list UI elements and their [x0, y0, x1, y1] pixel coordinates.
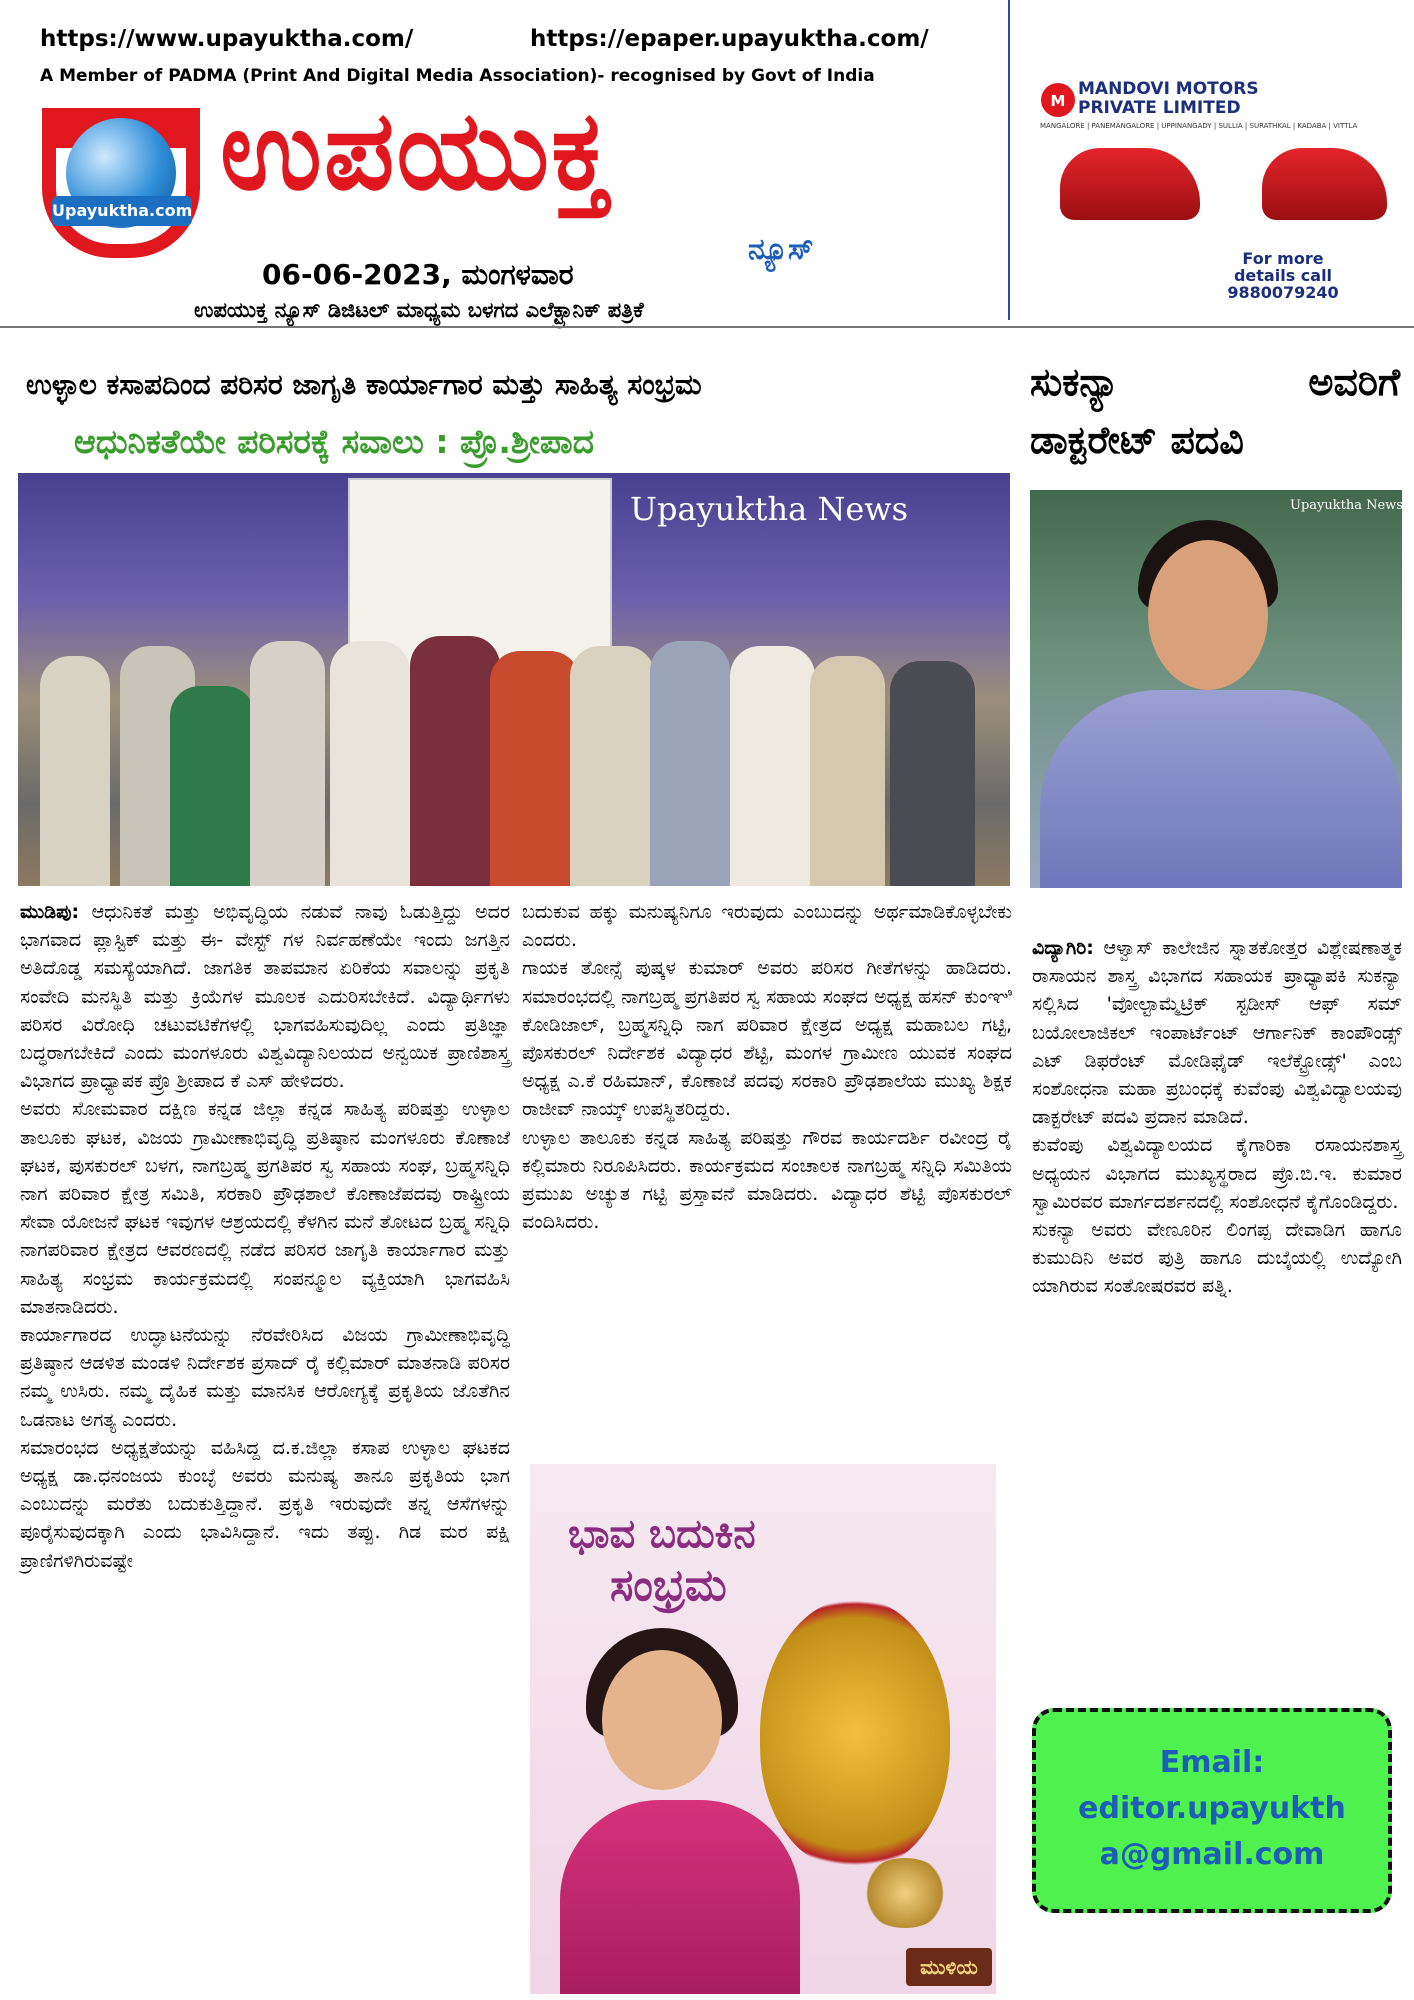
masthead-title: ಉಪಯುಕ್ತ: [220, 86, 613, 214]
story2-paragraph: ಕುವೆಂಪು ವಿಶ್ವವಿದ್ಯಾಲಯದ ಕೈಗಾರಿಕಾ ರಸಾಯನಶಾಸ್ತ್ರ ಅಧ್ಯಯನ ವಿಭಾಗದ ಮುಖ್ಯಸ್ಥರಾದ ಪ್ರೊ.ಬಿ.ಇ. ಕುಮಾರ ಸ್ವಾಮಿರವರ ಮಾರ್ಗದರ್ಶನದಲ್ಲಿ ಸಂಶೋಧನೆ ಕೈಗೊಂಡಿದ್ದರು.: [1032, 1134, 1402, 1213]
portrait-face: [1148, 540, 1268, 690]
ad-brand-name: MANDOVI MOTORS PRIVATE LIMITED: [1078, 79, 1259, 118]
story1-paragraph: ಅವರು ಸೋಮವಾರ ದಕ್ಷಿಣ ಕನ್ನಡ ಜಿಲ್ಲಾ ಕನ್ನಡ ಸಾಹಿತ್ಯ ಪರಿಷತ್ತು ಉಳ್ಳಾಲ ತಾಲೂಕು ಘಟಕ, ವಿಜಯ ಗ್ರಾಮೀಣಾಭಿವೃದ್ಧಿ ಪ್ರತಿಷ್ಠಾನ ಮಂಗಳೂರು ಕೊಣಾಜೆ ಘಟಕ, ಪುಸಕುರಲ್ ಬಳಗ, ನಾಗಬ್ರಹ್ಮ ಪ್ರಗತಿಪರ ಸ್ವ ಸಹಾಯ ಸಂಘ, ಬ್ರಹ್ಮಸನ್ನಿಧಿ ನಾಗ ಪರಿವಾರ ಕ್ಷೇತ್ರ ಸಮಿತಿ, ಸರಕಾರಿ ಪ್ರೌಢಶಾಲೆ ಕೊಣಾಜೆಪದವು ರಾಷ್ಟ್ರೀಯ ಸೇವಾ ಯೋಜನೆ ಘಟಕ ಇವುಗಳ ಆಶ್ರಯದಲ್ಲಿ ಕೆಳಗಿನ ಮನೆ ತೋಟದ ಬ್ರಹ್ಮ ಸನ್ನಿಧಿ ನಾಗಪರಿವಾರ ಕ್ಷೇತ್ರದ ಆವರಣದಲ್ಲಿ ನಡೆದ ಪರಿಸರ ಜಾಗೃತಿ ಕಾರ್ಯಾಗಾರ ಮತ್ತು ಸಾಹಿತ್ಯ ಸಂಭ್ರಮ ಕಾರ್ಯಕ್ರಮದಲ್ಲಿ ಸಂಪನ್ಮೂಲ ವ್ಯಕ್ತಿಯಾಗಿ ಭಾಗವಹಿಸಿ ಮಾತನಾಡಿದರು.: [20, 1098, 510, 1318]
padma-membership-line: A Member of PADMA (Print And Digital Media Association)- recognised by Govt of India: [40, 66, 875, 86]
email-label: Email:: [1159, 1745, 1265, 1780]
story1-subhead: ಆಧುನಿಕತೆಯೇ ಪರಿಸರಕ್ಕೆ ಸವಾಲು : ಪ್ರೊ.ಶ್ರೀಪಾದ: [74, 422, 595, 461]
story2-paragraph: ಸುಕನ್ಯಾ ಅವರು ವೇಣೂರಿನ ಲಿಂಗಪ್ಪ ದೇವಾಡಿಗ ಹಾಗೂ ಕುಮುದಿನಿ ಅವರ ಪುತ್ರಿ ಹಾಗೂ ದುಬೈಯಲ್ಲಿ ಉದ್ಯೋಗಿ ಯಾಗಿರುವ ಸಂತೋಷರವರ ಪತ್ನಿ.: [1032, 1219, 1402, 1298]
ad-call-label: For more details call: [1233, 249, 1333, 285]
girl-face: [602, 1650, 722, 1790]
ad-tagline-line2: ಸಂಭ್ರಮ: [610, 1560, 727, 1611]
ad-phone[interactable]: 9880079240: [1227, 283, 1339, 302]
header-divider-vertical: [1008, 0, 1010, 320]
car-image: [1060, 148, 1200, 220]
story1-paragraph: ಕಾರ್ಯಾಗಾರದ ಉದ್ಘಾಟನೆಯನ್ನು ನೆರವೇರಿಸಿದ ವಿಜಯ ಗ್ರಾಮೀಣಾಭಿವೃದ್ಧಿ ಪ್ರತಿಷ್ಠಾನ ಆಡಳಿತ ಮಂಡಳಿ ನಿರ್ದೇಶಕ ಪ್ರಸಾದ್ ರೈ ಕಲ್ಲಿಮಾರ್ ಮಾತನಾಡಿ ಪರಿಸರ ನಮ್ಮ ಉಸಿರು. ನಮ್ಮ ದೈಹಿಕ ಮತ್ತು ಮಾನಸಿಕ ಆರೋಗ್ಯಕ್ಕೆ ಪ್ರಕೃತಿಯ ಜೊತೆಗಿನ ಒಡನಾಟ ಅಗತ್ಯ ಎಂದರು.: [20, 1324, 510, 1431]
photo-watermark: Upayuktha News: [1290, 498, 1403, 513]
email-contact[interactable]: [1032, 1740, 1392, 1878]
story2-column: [1032, 934, 1402, 1301]
email-address-line: editor.upayukth: [1078, 1791, 1346, 1826]
masthead-tagline: ಉಪಯುಕ್ತ ನ್ಯೂಸ್ ಡಿಜಿಟಲ್ ಮಾಧ್ಯಮ ಬಳಗದ ಎಲೆಕ್ಟ್ರಾನಿಕ್ ಪತ್ರಿಕೆ: [194, 298, 644, 322]
story2-paragraph-text: ಆಳ್ವಾಸ್ ಕಾಲೇಜಿನ ಸ್ನಾತಕೋತ್ತರ ವಿಶ್ಲೇಷಣಾತ್ಮಕ ರಾಸಾಯನ ಶಾಸ್ತ್ರ ವಿಭಾಗದ ಸಹಾಯಕ ಪ್ರಾಧ್ಯಾಪಕಿ ಸುಕನ್ಯಾ ಸಲ್ಲಿಸಿದ 'ವೋಲ್ಟಾಮ್ಮೆಟ್ರಿಕ್ ಸ್ಟಡೀಸ್ ಆಫ್ ಸಮ್ ಬಯೋಲಾಜಿಕಲ್ ಇಂಪಾರ್ಟೆಂಟ್ ಆರ್ಗಾನಿಕ್ ಕಾಂಪೌಂಡ್ಸ್ ಎಟ್ ಡಿಫರೆಂಟ್ ಮೋಡಿಫೈಡ್ ಇಲೆಕ್ಟ್ರೋಡ್ಸ್' ಎಂಬ ಸಂಶೋಧನಾ ಮಹಾ ಪ್ರಬಂಧಕ್ಕೆ ಕುವೆಂಪು ವಿಶ್ವವಿದ್ಯಾಲಯವು ಡಾಕ್ಟರೇಟ್ ಪದವಿ ಪ್ರದಾನ ಮಾಡಿದೆ.: [1032, 937, 1402, 1129]
story1-paragraph-text: ಆಧುನಿಕತೆ ಮತ್ತು ಅಭಿವೃದ್ಧಿಯ ನಡುವೆ ನಾವು ಓಡುತ್ತಿದ್ದು ಅದರ ಭಾಗವಾದ ಪ್ಲಾಸ್ಟಿಕ್ ಮತ್ತು ಈ- ವೇಸ್ಟ್ ಗಳ ನಿರ್ವಹಣೆಯೇ ಇಂದು ಜಗತ್ತಿನ ಅತಿದೊಡ್ಡ ಸಮಸ್ಯೆಯಾಗಿದೆ. ಜಾಗತಿಕ ತಾಪಮಾನ ಏರಿಕೆಯ ಸವಾಲನ್ನು ಪ್ರಕೃತಿ ಸಂವೇದಿ ಮನಸ್ಥಿತಿ ಮತ್ತು ಕ್ರಿಯೆಗಳ ಮೂಲಕ ಎದುರಿಸಬೇಕಿದೆ. ವಿದ್ಯಾರ್ಥಿಗಳು ಪರಿಸರ ವಿರೋಧಿ ಚಟುವಟಿಕೆಗಳಲ್ಲಿ ಭಾಗವಹಿಸುವುದಿಲ್ಲ ಎಂದು ಪ್ರತಿಜ್ಞಾ ಬದ್ಧರಾಗಬೇಕಿದೆ ಎಂದು ಮಂಗಳೂರು ವಿಶ್ವವಿದ್ಯಾನಿಲಯದ ಅನ್ವಯಿಕ ಪ್ರಾಣಿಶಾಸ್ತ್ರ ವಿಭಾಗದ ಪ್ರಾಧ್ಯಾಪಕ ಪ್ರೊ ಶ್ರೀಪಾದ ಕೆ ಎಸ್ ಹೇಳಿದರು.: [20, 901, 510, 1093]
group-of-people: [40, 580, 990, 886]
ad-tagline-line1: ಭಾವ ಬದುಕಿನ: [568, 1510, 756, 1557]
story2-headline-word: ಅವರಿಗೆ: [1308, 360, 1400, 404]
masthead-subtitle: ನ್ಯೂಸ್: [748, 232, 814, 267]
story1-column-1: [20, 898, 510, 1575]
ad-call-text: [1218, 250, 1348, 301]
website-url[interactable]: https://www.upayuktha.com/: [40, 26, 414, 52]
story2-headline-line1[interactable]: [1030, 360, 1400, 405]
story2-dateline: ವಿದ್ಯಾಗಿರಿ:: [1032, 937, 1094, 959]
story1-paragraph: ಉಳ್ಳಾಲ ತಾಲೂಕು ಕನ್ನಡ ಸಾಹಿತ್ಯ ಪರಿಷತ್ತು ಗೌರವ ಕಾರ್ಯದರ್ಶಿ ರವೀಂದ್ರ ರೈ ಕಲ್ಲಿಮಾರು ನಿರೂಪಿಸಿದರು. ಕಾರ್ಯಕ್ರಮದ ಸಂಚಾಲಕ ನಾಗಬ್ರಹ್ಮ ಸನ್ನಿಧಿ ಸಮಿತಿಯ ಪ್ರಮುಖ ಅಚ್ಯುತ ಗಟ್ಟಿ ಪ್ರಸ್ತಾವನೆ ಮಾಡಿದರು. ವಿದ್ಯಾಧರ ಶೆಟ್ಟಿ ಪೊಸಕುರಲ್ ವಂದಿಸಿದರು.: [522, 1126, 1012, 1234]
story1-paragraph: ಬದುಕುವ ಹಕ್ಕು ಮನುಷ್ಯನಿಗೂ ಇರುವುದು ಎಂಬುದನ್ನು ಅರ್ಥಮಾಡಿಕೊಳ್ಳಬೇಕು ಎಂದರು.: [522, 901, 1012, 952]
epaper-url[interactable]: https://epaper.upayuktha.com/: [530, 26, 929, 52]
email-address-line: a@gmail.com: [1099, 1837, 1325, 1872]
story1-paragraph: [20, 898, 510, 1095]
story1-dateline: ಮುಡಿಪು:: [20, 901, 80, 923]
header-divider-horizontal: [0, 326, 1414, 328]
story1-paragraph: ಗಾಯಕ ತೋನ್ಸೆ ಪುಷ್ಕಳ ಕುಮಾರ್ ಅವರು ಪರಿಸರ ಗೀತೆಗಳನ್ನು ಹಾಡಿದರು. ಸಮಾರಂಭದಲ್ಲಿ ನಾಗಬ್ರಹ್ಮ ಪ್ರಗತಿಪರ ಸ್ವ ಸಹಾಯ ಸಂಘದ ಅಧ್ಯಕ್ಷ ಹಸನ್ ಕುಂಞಿ ಕೋಡಿಜಾಲ್, ಬ್ರಹ್ಮಸನ್ನಿಧಿ ನಾಗ ಪರಿವಾರ ಕ್ಷೇತ್ರದ ಅಧ್ಯಕ್ಷ ಮಹಾಬಲ ಗಟ್ಟಿ, ಪೊಸಕುರಲ್ ನಿರ್ದೇಶಕ ವಿದ್ಯಾಧರ ಶೆಟ್ಟಿ, ಮಂಗಳ ಗ್ರಾಮೀಣ ಯುವಕ ಸಂಘದ ಅಧ್ಯಕ್ಷ ಎ.ಕೆ ರಹಿಮಾನ್, ಕೊಣಾಜೆ ಪದವು ಸರಕಾರಿ ಪ್ರೌಢಶಾಲೆಯ ಮುಖ್ಯ ಶಿಕ್ಷಕ ರಾಜೀವ್ ನಾಯ್ಕ್ ಉಪಸ್ಥಿತರಿದ್ದರು.: [522, 957, 1012, 1121]
story1-headline[interactable]: ಉಳ್ಳಾಲ ಕಸಾಪದಿಂದ ಪರಿಸರ ಜಾಗೃತಿ ಕಾರ್ಯಾಗಾರ ಮತ್ತು ಸಾಹಿತ್ಯ ಸಂಭ್ರಮ: [26, 368, 702, 401]
photo-watermark: Upayuktha News: [630, 490, 909, 528]
girl-dress: [560, 1800, 800, 1994]
mandovi-logo-icon: [1040, 82, 1076, 118]
svg-text:M: M: [1050, 92, 1066, 110]
issue-date: 06-06-2023, ಮಂಗಳವಾರ: [262, 258, 574, 291]
story2-headline-word: ಸುಕನ್ಯಾ: [1030, 360, 1120, 404]
story2-headline-line2[interactable]: ಡಾಕ್ಟರೇಟ್ ಪದವಿ: [1030, 418, 1244, 462]
ring-image: [860, 1858, 950, 1928]
jeweller-logo: ಮುಳಿಯ: [906, 1948, 992, 1986]
necklace-image: [760, 1598, 950, 1868]
ad-towns: MANGALORE | PANEMANGALORE | UPPINANGADY | SULLIA | SURATHKAL | KADABA | VITTLA: [1040, 122, 1358, 130]
story1-column-2: [522, 898, 1012, 1236]
portrait-saree: [1040, 690, 1402, 888]
story1-paragraph: ಸಮಾರಂಭದ ಅಧ್ಯಕ್ಷತೆಯನ್ನು ವಹಿಸಿದ್ದ ದ.ಕ.ಜಿಲ್ಲಾ ಕಸಾಪ ಉಳ್ಳಾಲ ಘಟಕದ ಅಧ್ಯಕ್ಷ ಡಾ.ಧನಂಜಯ ಕುಂಬ್ಳೆ ಅವರು ಮನುಷ್ಯ ತಾನೂ ಪ್ರಕೃತಿಯ ಭಾಗ ಎಂಬುದನ್ನು ಮರೆತು ಬದುಕುತ್ತಿದ್ದಾನೆ. ಪ್ರಕೃತಿ ಇರುವುದೇ ತನ್ನ ಆಸೆಗಳನ್ನು ಪೂರೈಸುವುದಕ್ಕಾಗಿ ಎಂದು ಭಾವಿಸಿದ್ದಾನೆ. ಇದು ತಪ್ಪು. ಗಿಡ ಮರ ಪಕ್ಷಿ ಪ್ರಾಣಿಗಳಿಗಿರುವಷ್ಟೇ: [20, 1436, 510, 1572]
logo-label: Upayuktha.com: [52, 196, 192, 226]
story2-paragraph: [1032, 934, 1402, 1131]
